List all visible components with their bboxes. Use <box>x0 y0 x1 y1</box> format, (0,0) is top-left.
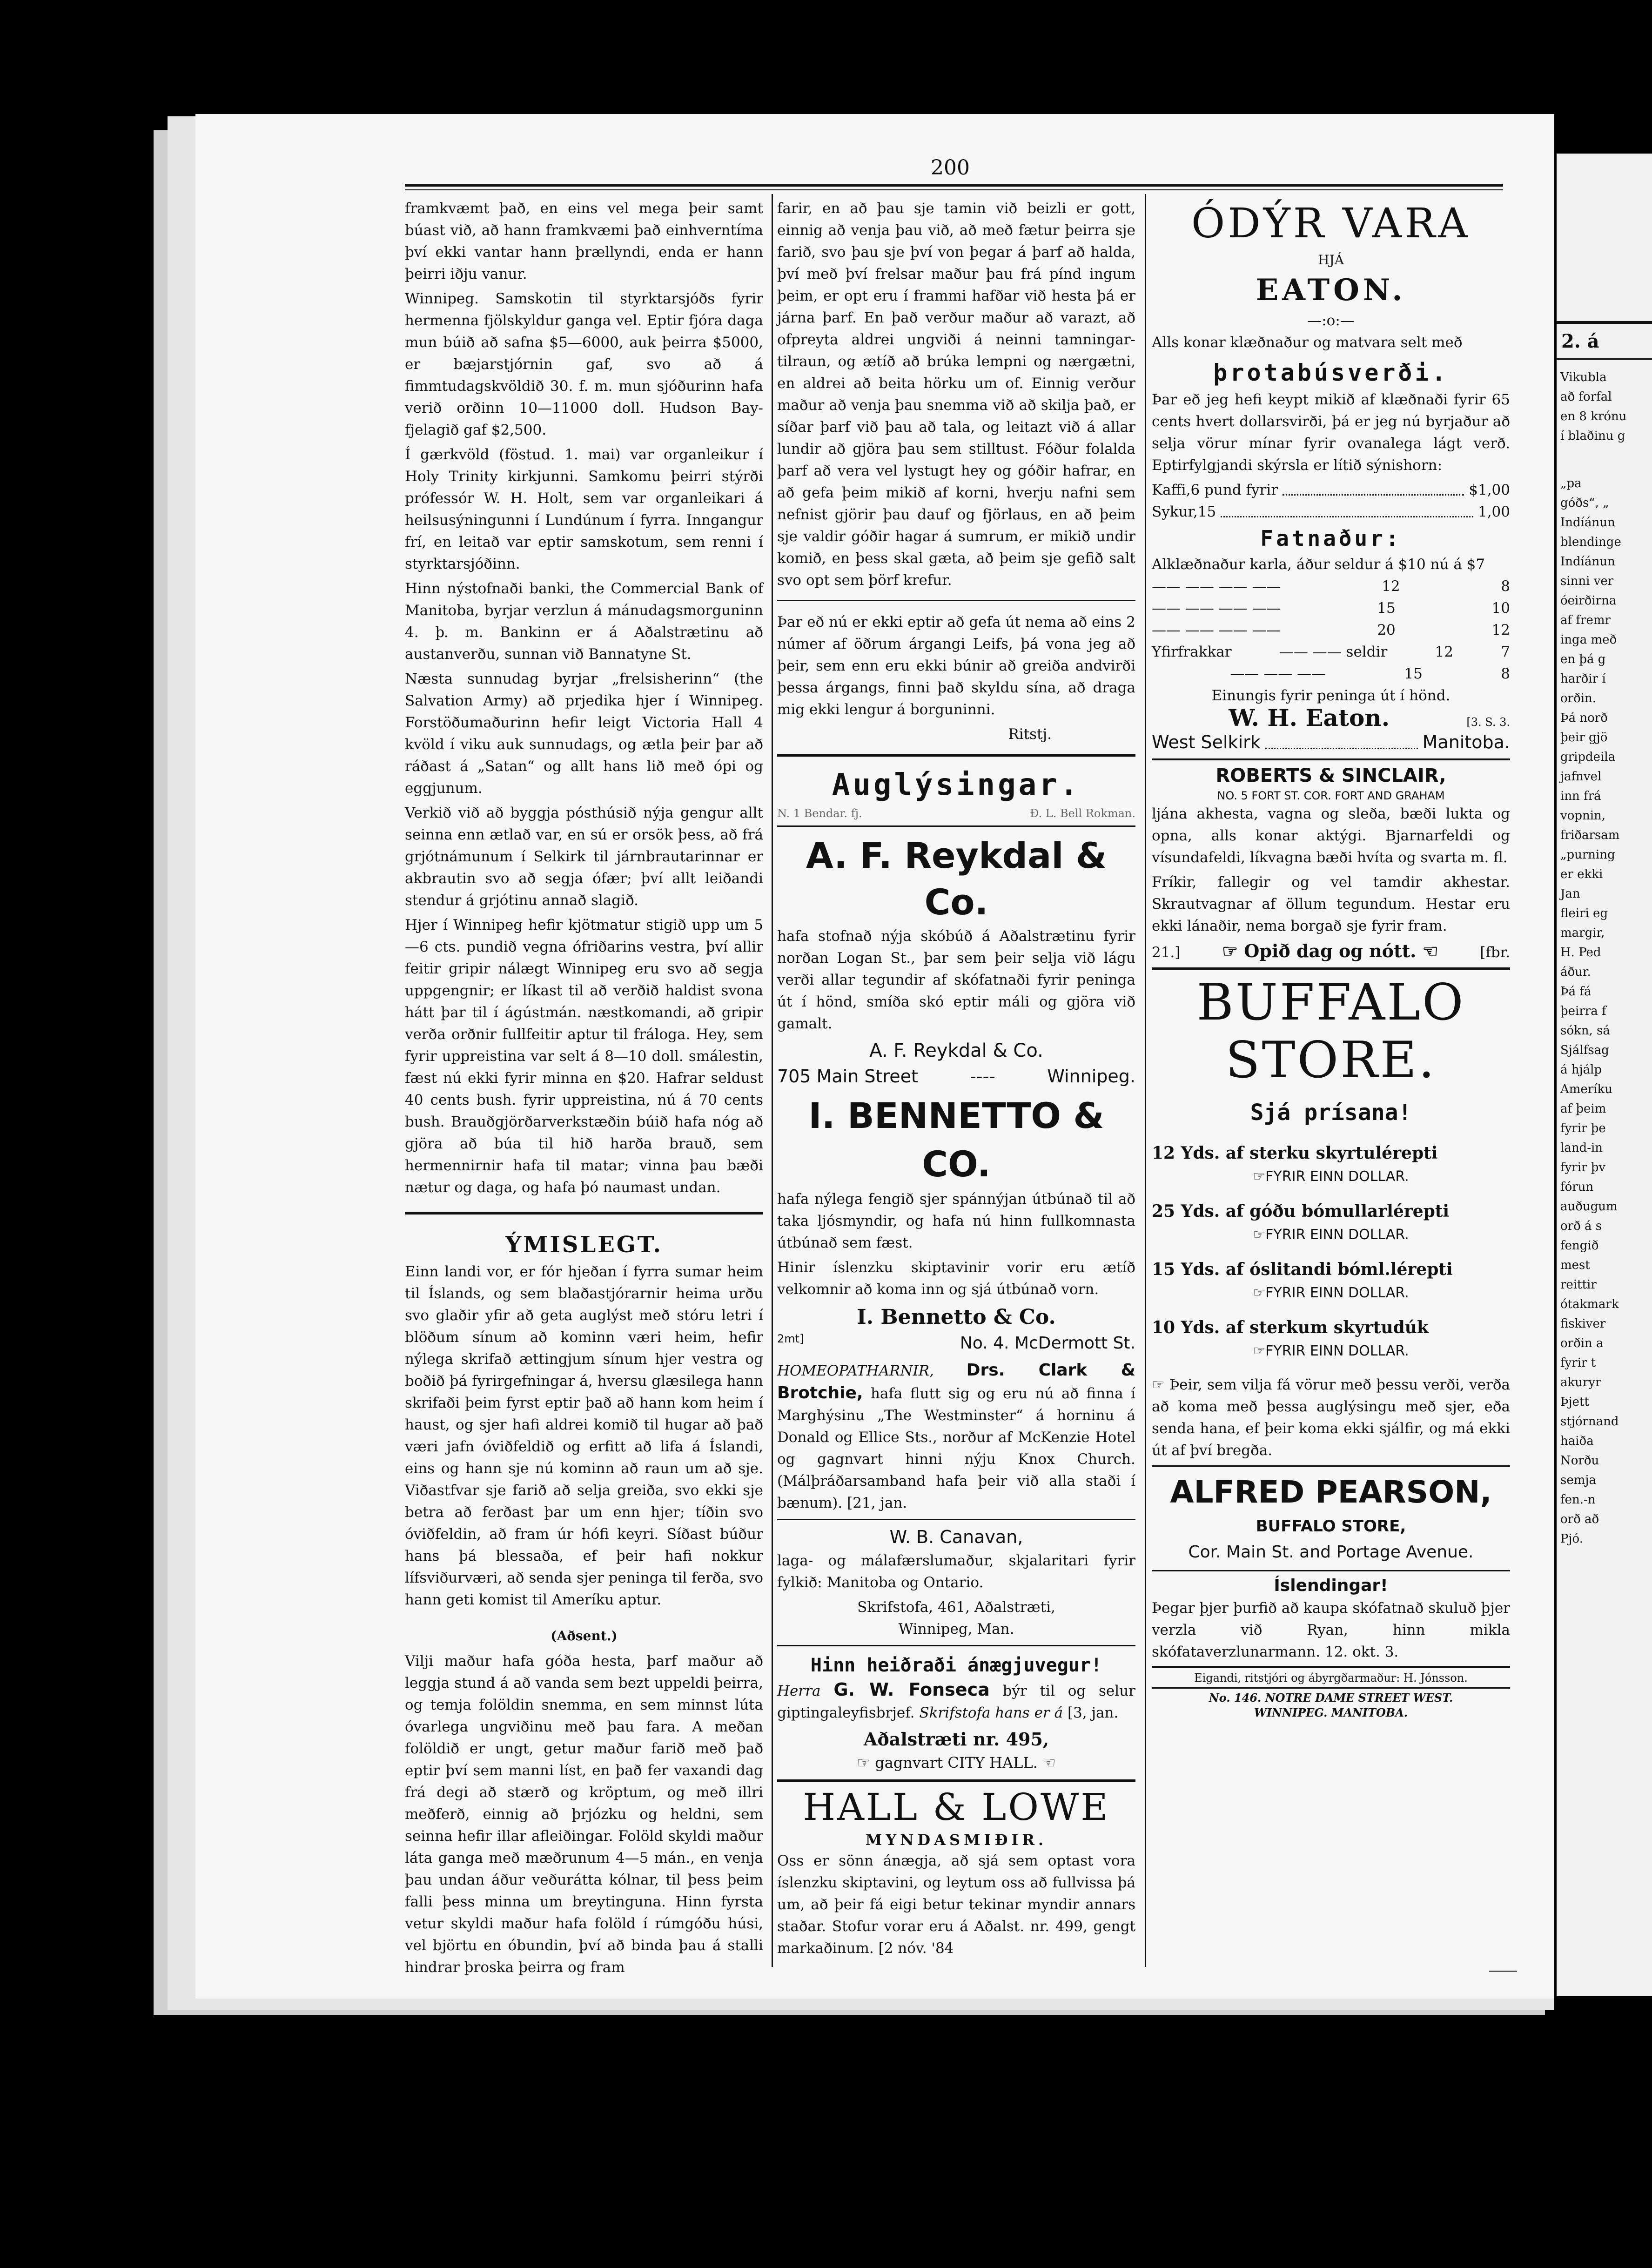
edge-line: jafnvel <box>1560 770 1602 784</box>
eaton-text-1: Alls konar klæðnaður og matvara selt með <box>1152 334 1463 351</box>
article-paragraph: farir, en að þau sje tamin við beizli er gott, einnig að venja þau við, að með fætur þeirra sje farið, svo þau sje því von þegar á þarf að halda, því með því frelsar maður þau frá pínd ingum þeim, er opt eru í frammi hafðar við hesta þá er járna þarf. En það verður maður að varazt, að ofpreyta aldrei ungviði á neinni tamningar-tilraun, og ætíð að brúka lempni og nærgætni, en aldrei að beita hörku um of. Einnig verður maður að venja þau snemma við að skilja það, er síðar þarf við þau að tala, og leitazt við á allar lundir að gjöra þau sem stilltust. Fóður folalda þarf að vera vel lystugt hey og góðir hafrar, en að gefa þeim mikið af korni, hverju nafni sem nefnist gjörir þau dauf og fjörlaus, en að þeim sje valdir góðir hagar á sumrum, er mikið undir komið, en þess skal gæta, að þeim sje gefið salt svo opt sem þörf krefur. <box>777 200 1135 589</box>
edge-line: Norðu <box>1560 1454 1599 1468</box>
imprint-address: No. 146. NOTRE DAME STREET WEST. <box>1209 1691 1453 1704</box>
leader-dots <box>1265 730 1418 749</box>
hall-lowe-subtitle: MYNDASMIÐIR. <box>865 1831 1048 1849</box>
edge-line: Jan <box>1560 887 1580 901</box>
edge-line: fyrir t <box>1560 1356 1596 1370</box>
edge-line: en 8 krónu <box>1560 409 1627 423</box>
column-3 <box>1152 198 1510 1720</box>
ads-subline-right: Ð. L. Bell Rokman. <box>1029 807 1135 820</box>
homeopath-names: Drs. Clark & Brotchie, <box>777 1361 1136 1402</box>
islendingar-date: 12. okt. 3. <box>1324 1644 1399 1660</box>
edge-line: auðugum <box>1560 1200 1618 1214</box>
buffalo-text-body: Þeir, sem vilja fá vörur með þessu verði, verða að koma með þessa auglýsingu með sjer, eða senda hana, ef þeir koma ekki sjálfir, og má ekki út af því bregða. <box>1152 1376 1510 1459</box>
eaton-fat-old: 15 <box>1377 600 1396 617</box>
edge-line: H. Ped <box>1560 946 1601 960</box>
eaton-fat-row <box>1152 576 1510 597</box>
fonseca-date: [3, jan. <box>1067 1704 1119 1721</box>
eaton-fat-row <box>1152 597 1510 619</box>
pointing-hand-icon: ☞ <box>1253 1227 1266 1243</box>
bennetto-signature: I. Bennetto & Co. <box>857 1305 1056 1329</box>
edge-line: orð á s <box>1560 1219 1602 1233</box>
edge-line: Þá norð <box>1560 711 1608 725</box>
bennetto-address-text: No. 4. McDermott St. <box>960 1334 1135 1353</box>
eaton-fatnadur-heading: Fatnaður: <box>1260 526 1402 551</box>
eaton-fat-row <box>1152 619 1510 641</box>
fonseca-address-2 <box>777 1752 1135 1774</box>
roberts-right: [fbr. <box>1480 944 1510 961</box>
buffalo-item-line: 25 Yds. af góðu bómullarlérepti <box>1152 1201 1450 1221</box>
eaton-yfir-row <box>1152 641 1510 663</box>
edge-line: inn frá <box>1560 789 1601 803</box>
eaton-signature-note: [3. S. 3. <box>1466 716 1510 729</box>
bennetto-name: I. BENNETTO & CO. <box>808 1095 1104 1185</box>
edge-line: Þá fá <box>1560 985 1592 999</box>
eaton-yfir-new: 7 <box>1501 644 1510 660</box>
section-rule <box>1152 1465 1510 1467</box>
edge-line: Indíánun <box>1560 516 1615 530</box>
edge-line: land-in <box>1560 1141 1603 1155</box>
section-rule <box>777 600 1135 601</box>
roberts-name: ROBERTS & SINCLAIR, <box>1215 765 1446 786</box>
edge-line: akuryr <box>1560 1376 1601 1389</box>
fonseca-name: G. W. Fonseca <box>833 1679 990 1700</box>
roberts-address: NO. 5 FORT ST. COR. FORT AND GRAHAM <box>1217 789 1445 802</box>
eaton-fatnadur-head: Alklæðnaður karla, áður seldur á $10 nú á $7 <box>1152 556 1485 573</box>
pearson-address: Cor. Main St. and Portage Avenue. <box>1188 1543 1474 1562</box>
edge-line: „pa <box>1560 476 1582 490</box>
article-paragraph: Verkið við að byggja pósthúsið nýja gengur allt seinna enn ætlað var, en sú er orsök þess, að frá grjótnámunum í Selkirk til járnbrautarinnar er akbrautin svo að segja ófær; því allt leiðandi stendur á grjótinu annað slagið. <box>405 805 763 909</box>
edge-line: Indíánun <box>1560 555 1615 569</box>
edge-line: áður. <box>1560 965 1591 979</box>
buffalo-item-price <box>1152 1282 1510 1304</box>
buffalo-item-price <box>1152 1224 1510 1246</box>
pointing-hand-icon: ☞ <box>1222 940 1244 961</box>
fonseca-ad <box>777 1679 1135 1724</box>
eaton-sykur-price: 1,00 <box>1477 503 1510 520</box>
column-rule-1 <box>772 194 773 1967</box>
roberts-text: ljána akhesta, vagna og sleða, bæði lukta og opna, alls konar aktýgi. Bjarnarfeldi og vísundafeldi, líkvagna bæði hvíta og svarta m. fl. <box>1152 805 1510 866</box>
edge-rule <box>1557 321 1652 324</box>
eaton-yfir-row <box>1152 663 1510 685</box>
section-rule <box>777 1519 1135 1520</box>
edge-line: að forfal <box>1560 390 1612 404</box>
fonseca-office: Skrifstofa hans er á <box>919 1704 1063 1721</box>
edge-line: gripdeila <box>1560 750 1616 764</box>
edge-line: góðs“, „ <box>1560 496 1609 510</box>
edge-line: vopnin, <box>1560 809 1606 823</box>
roberts-left: 21.] <box>1152 944 1181 961</box>
reykdal-address-dash: ---- <box>970 1066 995 1087</box>
edge-line: fórun <box>1560 1180 1594 1194</box>
eaton-fat-new: 10 <box>1491 600 1510 617</box>
section-rule <box>1152 1570 1510 1571</box>
edge-line: orð að <box>1560 1512 1599 1526</box>
edge-line: fen.-n <box>1560 1493 1596 1507</box>
reykdal-signature: A. F. Reykdal & Co. <box>869 1040 1043 1061</box>
edge-line: semja <box>1560 1473 1596 1487</box>
pointing-hand-icon: ☜ <box>1416 940 1438 961</box>
edge-line: orðin. <box>1560 691 1597 705</box>
edge-line: stjórnand <box>1560 1415 1619 1429</box>
eaton-text-2: Þar eð jeg hefi keypt mikið af klæðnaði fyrir 65 cents hvert dollarsvirði, þá er jeg nú byrjaður að selja vörur mínar fyrir ovanalega lágt verð. Eptirfylgjandi skýrsla er lítið sýnishorn: <box>1152 391 1510 474</box>
pointing-hand-icon: ☞ <box>1253 1168 1266 1185</box>
section-rule <box>1152 1666 1510 1668</box>
eaton-yfir-label: —— —— seldir <box>1279 644 1388 660</box>
buffalo-item-price-text: FYRIR EINN DOLLAR. <box>1265 1343 1409 1359</box>
buffalo-item-price <box>1152 1166 1510 1188</box>
canavan-text: laga- og málafærslumaður, skjalaritari fyrir fylkið: Manitoba og Ontario. <box>777 1552 1135 1591</box>
article-paragraph: Winnipeg. Samskotin til styrktarsjóðs fyrir hermenna fjölskyldur ganga vel. Eptir fjóra daga mun búið að safna $5—6000, auk þeirra $5000, er bæjarstjórnin gaf, svo að á fimmtudagskvöldið 30. f. m. mun sjóðurinn hafa verið orðinn 10—11000 doll. Hudson Bay-fjelagið gaf $2,500. <box>405 290 763 438</box>
edge-line: harðir í <box>1560 672 1606 686</box>
reykdal-address-city: Winnipeg. <box>1047 1066 1135 1087</box>
article-paragraph: Hjer í Winnipeg hefir kjötmatur stigið upp um 5—6 cts. pundið vegna ófriðarins vestra, því allir feitir gripir nálægt Winnipeg eru svo að segja uppgengnir; er líkast til að verðið haldist svona hátt þar til í ágústmán. næstkomandi, að gripir verða orðnir fullfeitir aptur til fráloga. Hey, sem fyrir uppreistina var selt á 8—10 doll. smálestin, fæst nú ekki fyrir minna en $20. Hafrar seldust 40 cents bush. fyrir uppreistina, nú á 70 cents bush. Brauðgjörðarverkstæðin búið hafa nóg að gjöra að búa til hið harða brauð, sem hermennirnir hafa til matar; vinna þau bæði nætur og daga, og hafa þó naumast undan. <box>405 917 763 1196</box>
column-rule-2 <box>1145 194 1146 1967</box>
section-rule <box>1152 1687 1510 1689</box>
edge-line: af fremr <box>1560 613 1611 627</box>
edge-line: fyrir þe <box>1560 1121 1606 1135</box>
buffalo-title-2: STORE. <box>1225 1031 1437 1089</box>
bennetto-text-2: Hinir íslenzku skiptavinir vorir eru ætíð velkomnir að koma inn og sjá útbúnað vorn. <box>777 1259 1135 1298</box>
edge-line: sinni ver <box>1560 574 1614 588</box>
hall-lowe-date: [2 nóv. '84 <box>878 1940 954 1957</box>
imprint-owner: Eigandi, ritstjóri og ábyrgðarmaður: H. Jónsson. <box>1194 1671 1468 1684</box>
fonseca-address: Aðalstræti nr. 495, <box>863 1729 1049 1750</box>
edge-line: óeirðirna <box>1560 594 1617 608</box>
eaton-sykur: Sykur, <box>1152 503 1198 520</box>
edge-line: Ameríku <box>1560 1082 1613 1096</box>
reykdal-text: hafa stofnað nýja skóbúð á Aðalstrætinu fyrir norðan Logan St., þar sem þeir selja við lágu verði allar tegundir af skófatnaði fyrir peninga út í hönd, smíða skó eptir máli og gjöra við gamalt. <box>777 928 1135 1032</box>
section-rule <box>777 754 1135 757</box>
edge-text-block <box>1560 368 1627 1549</box>
top-rule <box>405 184 1503 187</box>
pointing-hand-icon: ☞ <box>857 1754 875 1771</box>
eaton-title: ÓDÝR VARA <box>1191 199 1471 247</box>
editor-note: Þar eð nú er ekki eptir að gefa út nema að eins 2 númer af öðrum árgangi Leifs, þá vona jeg að þeir, sem enn eru ekki búnir að greiða andvirði þessa árgangs, finni það skyldu sína, að draga mig ekki lengur á borguninni. <box>777 614 1135 718</box>
buffalo-title-1: BUFFALO <box>1196 973 1465 1032</box>
bennetto-left-note: 2mt] <box>777 1332 804 1345</box>
edge-line: sókn, sá <box>1560 1024 1610 1038</box>
article-paragraph: framkvæmt það, en eins vel mega þeir samt búast við, að hann framkvæmi það einhverntíma því ekki vantar hann þrællyndi, enda er hann þeirri iðju vanur. <box>405 200 763 282</box>
eaton-sykur-row <box>1152 501 1510 523</box>
article-paragraph: Næsta sunnudag byrjar „frelsisherinn“ (the Salvation Army) að prjedika hjer í Winnipeg. Forstöðumaðurinn hefir leigt Victoria Hall 4 kvöld í viku auk sunnudags, og ætla þeir þar að ráðast á „Satan“ og allt hans lið með ópi og eggjunum. <box>405 671 763 797</box>
roberts-open-row <box>1152 940 1510 964</box>
edge-line: af þeim <box>1560 1102 1606 1116</box>
column-1 <box>405 198 763 1981</box>
eaton-fat-label: —— —— —— —— <box>1152 622 1281 638</box>
article-paragraph: Einn landi vor, er fór hjeðan í fyrra sumar heim til Íslands, og sem blaðastjórarnir heima urðu svo glaðir yfir að geta auglýst með stóru letri í blöðum sínum að kominn væri heim, hefir nýlega skrifað ættingjum sínum hjer vestra og boðið þá fyrirgefningar á, hversu glæsilega hann skrifaði þeim fyrst eptir það að hann kom heim í haust, og sjer hafi aldrei komið til hugar að það væri jafn óviðfeldið og erfitt að lifa á Íslandi, eins og hann sje nú kominn að raun um að sje. Viðastfvar sje farið að selja greiða, svo ekki sje betra að ferðast þar um enn hjer; tíðin svo óviðfeldin, að fram úr hófi keyri. Síðast búður hans þá blessaða, ef þeir hafi nokkur lífsviðurværi, að senda sjer peninga til ferða, svo hann geti komist til Ameríku aptur. <box>405 1263 763 1608</box>
buffalo-item-line: 10 Yds. af sterkum skyrtudúk <box>1152 1318 1429 1337</box>
eaton-fat-new: 12 <box>1491 622 1510 638</box>
roberts-open <box>1222 940 1438 962</box>
column-2 <box>777 198 1135 1962</box>
hall-lowe-body: Oss er sönn ánægja, að sjá sem optast vora íslenzku skiptavini, og leytum oss að fullvissa þá um, að þeir fá eigi betur tekinar myndir annars staðar. Stofur vorar eru á Aðalst. nr. 499, gengt markaðinum. <box>777 1852 1135 1957</box>
edge-line: Vikubla <box>1560 370 1607 384</box>
ads-subline <box>777 806 1135 821</box>
edge-line: en þá g <box>1560 652 1606 666</box>
section-rule <box>405 1212 763 1215</box>
eaton-kaffi-qty: 6 pund fyrir <box>1190 482 1278 498</box>
homeopath-date: [21, jan. <box>847 1495 907 1511</box>
edge-line: fiskiver <box>1560 1317 1606 1331</box>
pointing-hand-icon: ☞ <box>1152 1376 1170 1393</box>
section-rule <box>777 1645 1135 1646</box>
edge-line: þeirra f <box>1560 1004 1606 1018</box>
edge-line: er ekki <box>1560 867 1603 881</box>
edge-line: í blaðinu g <box>1560 429 1625 443</box>
buffalo-item-price <box>1152 1340 1510 1362</box>
buffalo-see-prices: Sjá prísana! <box>1250 1100 1412 1126</box>
eaton-price-heading: þrotabúsverði. <box>1213 359 1449 386</box>
article-paragraph: Í gærkvöld (föstud. 1. mai) var organleikur í Holy Trinity kirkjunni. Samkomu þeirri stýrði prófessór W. H. Holt, sem var organleikari á heilsusýningunni í Lundúnum í fyrra. Inngangur frí, en leitað var eptir samskotum, sem renni í styrktarsjóðinn. <box>405 446 763 572</box>
edge-line: orðin a <box>1560 1336 1604 1350</box>
eaton-place-right: Manitoba. <box>1422 732 1510 752</box>
leader-dots <box>1221 501 1473 517</box>
newspaper-page <box>195 114 1554 1999</box>
edge-line: inga með <box>1560 633 1617 647</box>
subsection-title: (Aðsent.) <box>551 1628 618 1644</box>
eaton-yfir-label: —— —— —— <box>1230 665 1326 682</box>
buffalo-item-line: 15 Yds. af óslitandi bóml.lérepti <box>1152 1260 1453 1279</box>
edge-line: Þjett <box>1560 1395 1589 1409</box>
eaton-signature-row <box>1152 704 1510 731</box>
edge-line: reittir <box>1560 1278 1597 1292</box>
leader-dots <box>1283 479 1464 496</box>
islendingar-title: Íslendingar! <box>1274 1576 1388 1595</box>
eaton-signature: W. H. Eaton. <box>1229 704 1390 731</box>
fonseca-address-2-text: gagnvart CITY HALL. <box>875 1754 1038 1771</box>
pointing-hand-icon: ☞ <box>1253 1343 1266 1359</box>
imprint-city: WINNIPEG. MANITOBA. <box>1254 1706 1408 1719</box>
homeopath-lead: HOMEOPATHARNIR, <box>777 1362 934 1379</box>
edge-line: friðarsam <box>1560 828 1620 842</box>
section-rule <box>1152 758 1510 760</box>
eaton-fat-old: 12 <box>1382 578 1400 595</box>
section-rule <box>777 825 1135 827</box>
ads-title: Auglýsingar. <box>832 768 1081 802</box>
buffalo-item-price-text: FYRIR EINN DOLLAR. <box>1265 1227 1409 1243</box>
edge-line: fengið <box>1560 1239 1599 1253</box>
eaton-yfir-old: 15 <box>1404 665 1423 682</box>
hall-lowe-text <box>777 1850 1135 1959</box>
eaton-fat-old: 20 <box>1377 622 1396 638</box>
fonseca-text: býr til og selur giptingaleyfisbrjef. <box>777 1683 1135 1721</box>
edge-line: Pjó. <box>1560 1532 1584 1546</box>
editor-signature: Ritstj. <box>1008 726 1052 743</box>
eaton-place <box>1152 730 1510 755</box>
buffalo-item-price-text: FYRIR EINN DOLLAR. <box>1265 1168 1409 1185</box>
buffalo-item-line: 12 Yds. af sterku skyrtulérepti <box>1152 1143 1438 1163</box>
section-title: ÝMISLEGT. <box>505 1232 663 1258</box>
eaton-yfir-new: 8 <box>1501 665 1510 682</box>
edge-line: blendinge <box>1560 535 1621 549</box>
eaton-fat-label: —— —— —— —— <box>1152 578 1281 595</box>
edge-line: þeir gjö <box>1560 731 1608 745</box>
eaton-hja: HJÁ <box>1318 252 1344 268</box>
reykdal-address-street: 705 Main Street <box>777 1066 918 1087</box>
eaton-yfir: Yfirfrakkar <box>1152 644 1232 660</box>
page-number: 200 <box>931 156 970 180</box>
fonseca-herra: Herra <box>777 1683 821 1699</box>
top-rule-thin <box>405 189 1503 190</box>
edge-line: haiða <box>1560 1434 1594 1448</box>
roberts-open-text: Opið dag og nótt. <box>1244 940 1417 961</box>
ads-subline-left: N. 1 Bendar. fj. <box>777 807 862 820</box>
pearson-store: BUFFALO STORE, <box>1256 1517 1406 1536</box>
section-rule <box>1152 967 1510 970</box>
canavan-name: W. B. Canavan, <box>889 1527 1023 1547</box>
homeopath-ad <box>777 1359 1135 1514</box>
eaton-sykur-qty: 15 <box>1197 503 1216 520</box>
canavan-office: Skrifstofa, 461, Aðalstræti, <box>857 1599 1055 1616</box>
edge-heading: 2. á <box>1561 330 1599 352</box>
hall-lowe-name: HALL & LOWE <box>803 1785 1110 1829</box>
roberts-text-2: Fríkir, fallegir og vel tamdir akhestar. Skrautvagnar af öllum tegundum. Hestar eru ekki lánaðir, nema borgað sje fyrir fram. <box>1152 874 1510 934</box>
islendingar-body: Þegar þjer þurfið að kaupa skófatnað skuluð þjer verzla við Ryan, hinn mikla skófataverzlunarmann. <box>1152 1600 1510 1660</box>
eaton-fat-label: —— —— —— —— <box>1152 600 1281 617</box>
bennetto-text: hafa nýlega fengið sjer spánnýjan útbúnað til að taka ljósmyndir, og hafa nú hinn fullkomnasta útbúnað sem fæst. <box>777 1191 1135 1251</box>
edge-line: mest <box>1560 1258 1590 1272</box>
eaton-place-left: West Selkirk <box>1152 732 1261 752</box>
edge-line: „purning <box>1560 848 1615 862</box>
section-rule <box>777 1779 1135 1782</box>
edge-line: Sjálfsag <box>1560 1043 1609 1057</box>
pointing-hand-icon: ☜ <box>1037 1754 1056 1771</box>
article-paragraph: Hinn nýstofnaði banki, the Commercial Bank of Manitoba, byrjar verzlun á mánudagsmorguninn 4. þ. m. Bankinn er á Aðalstrætinu að austanverðu, sunnan við Bannatyne St. <box>405 580 763 663</box>
edge-line: á hjálp <box>1560 1063 1602 1077</box>
pointing-hand-icon: ☞ <box>1253 1285 1266 1301</box>
edge-line: fleiri eg <box>1560 906 1608 920</box>
buffalo-text <box>1152 1374 1510 1462</box>
eaton-fat-new: 8 <box>1501 578 1510 595</box>
pearson-name: ALFRED PEARSON, <box>1170 1474 1492 1510</box>
reykdal-address <box>777 1064 1135 1089</box>
eaton-yfir-old: 12 <box>1435 644 1453 660</box>
eaton-separator: —:o:— <box>1307 312 1355 329</box>
bottom-mark <box>1489 1971 1517 1972</box>
canavan-city: Winnipeg, Man. <box>898 1621 1014 1637</box>
eaton-only: Einungis fyrir peninga út í hönd. <box>1211 687 1451 704</box>
buffalo-item-price-text: FYRIR EINN DOLLAR. <box>1265 1285 1409 1301</box>
edge-line: fyrir þv <box>1560 1161 1606 1174</box>
eaton-name: EATON. <box>1256 273 1406 308</box>
edge-rule <box>1557 358 1652 360</box>
homeopath-text: hafa flutt sig og eru nú að finna í Marghýsinu „The Westminster“ á horninu á Donald og Ellice Sts., norður af McKenzie Hotel og gagnvart hinni nýju Knox Church. (Málþráðarsamband hafa þeir við alla staði í bænum). <box>777 1385 1135 1511</box>
islendingar-text <box>1152 1597 1510 1663</box>
eaton-kaffi: Kaffi, <box>1152 482 1191 498</box>
edge-line: margir, <box>1560 926 1605 940</box>
article-paragraph: Vilji maður hafa góða hesta, þarf maður að leggja stund á að vanda sem bezt uppeldi þeirra, og temja folöldin snemma, en sem minnst lúta óvarlega ungviðinu með þau fara. A meðan folöldið er ungt, getur maður farið með það eptir því sem manni líst, en það fer vaxandi dag frá degi að stærð og kröptum, og með illri meðferð, einnig að þrjózku og heldni, sem seinna hefir illar afleiðingar. Folöld skyldi maður láta ganga með mæðrunum 4—5 mán., en venja þau undan áður veðurátta kólnar, til þess þeim falli þess minna um breytinguna. Hinn fyrsta vetur skyldi maður hafa folöld í rúmgóðu húsi, vel björtu en óbundin, því að binda þau á stalli hindrar þroska þeirra og fram <box>405 1653 763 1976</box>
reykdal-name: A. F. Reykdal & Co. <box>806 835 1107 923</box>
fonseca-heading: Hinn heiðraði ánægjuvegur! <box>810 1655 1102 1676</box>
eaton-kaffi-price: $1,00 <box>1469 482 1510 498</box>
adjacent-page-edge <box>1557 154 1652 1996</box>
edge-line: ótakmark <box>1560 1297 1619 1311</box>
bennetto-address <box>777 1331 1135 1355</box>
eaton-kaffi-row <box>1152 479 1510 501</box>
